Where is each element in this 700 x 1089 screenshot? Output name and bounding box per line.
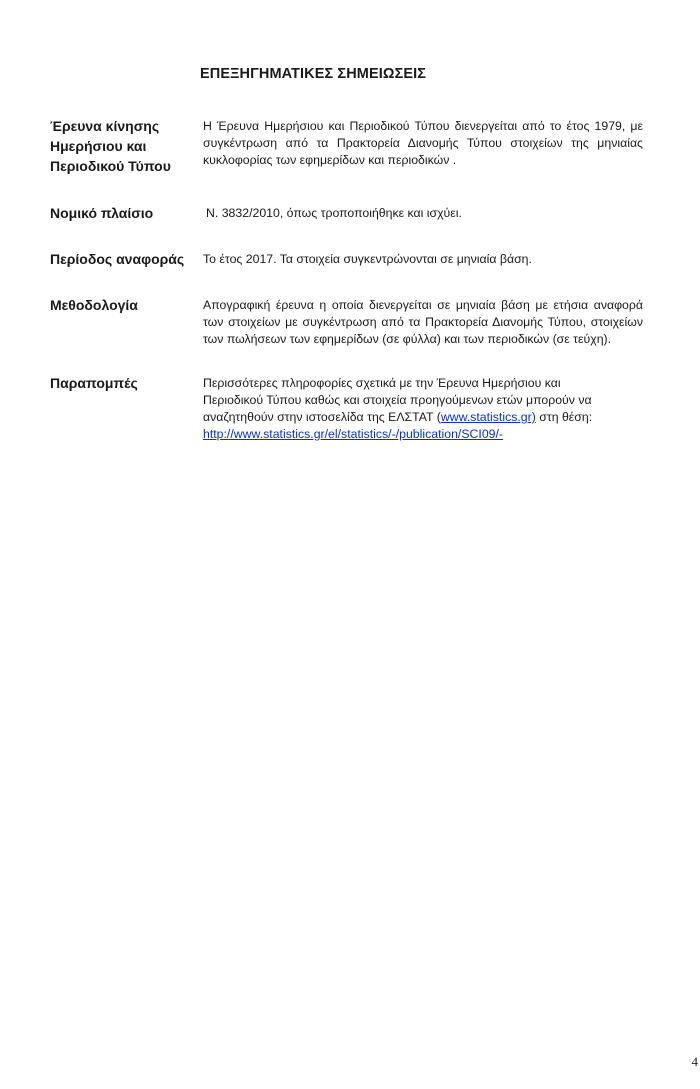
section-text-period: Το έτος 2017. Τα στοιχεία συγκεντρώνονται σε μηνιαία βάση. bbox=[203, 252, 532, 266]
page-number: 4 bbox=[691, 1054, 698, 1069]
section-label-period: Περίοδος αναφοράς bbox=[50, 251, 185, 267]
section-text-methodology: Απογραφική έρευνα η οποία διενεργείται σε μηνιαία βάση με ετήσια αναφορά των στοιχείων με συγκέντρωση από τα Πρακτορεία Διανομής Τύπου, στοιχείων των πωλήσεων των εφημερίδων (σε φύλλα) και των περιοδικών (σε τεύχη). bbox=[203, 298, 643, 346]
section-label-survey-line: Ημερήσιου και bbox=[50, 138, 147, 154]
publication-url-link[interactable]: http://www.statistics.gr/el/statistics/-/publication/SCI09/- bbox=[203, 427, 504, 441]
section-label-methodology: Μεθοδολογία bbox=[50, 297, 138, 313]
references-text: στη θέση: bbox=[535, 410, 593, 424]
references-text: αναζητηθούν στην ιστοσελίδα της ΕΛΣΤΑΤ ( bbox=[203, 410, 441, 424]
section-label-legal: Νομικό πλαίσιο bbox=[50, 205, 154, 221]
section-label-survey-line: Έρευνα κίνησης bbox=[50, 118, 160, 134]
section-text-survey: Η Έρευνα Ημερήσιου και Περιοδικού Τύπου διενεργείται από το έτος 1979, με συγκέντρωση από τα Πρακτορεία Διανομής Τύπου στοιχείων της μηνιαίας κυκλοφορίας των εφημερίδων και περιοδικών . bbox=[203, 119, 643, 167]
references-line: Περισσότερες πληροφορίες σχετικά με την Έρευνα Ημερήσιου και bbox=[203, 376, 561, 390]
section-label-references: Παραπομπές bbox=[50, 375, 138, 391]
page-title: ΕΠΕΞΗΓΗΜΑΤΙΚΕΣ ΣΗΜΕΙΩΣΕΙΣ bbox=[200, 66, 427, 82]
section-text-legal: Ν. 3832/2010, όπως τροποποιήθηκε και ισχύει. bbox=[206, 206, 462, 220]
section-label-survey bbox=[50, 116, 171, 176]
statistics-site-link[interactable]: www.statistics.gr) bbox=[440, 410, 536, 424]
section-label-survey-line: Περιοδικού Τύπου bbox=[50, 158, 171, 174]
section-text-references bbox=[203, 375, 643, 443]
references-line bbox=[203, 426, 643, 443]
references-line: Περιοδικού Τύπου καθώς και στοιχεία προηγούμενων ετών μπορούν να bbox=[203, 393, 592, 407]
references-line bbox=[203, 409, 643, 426]
